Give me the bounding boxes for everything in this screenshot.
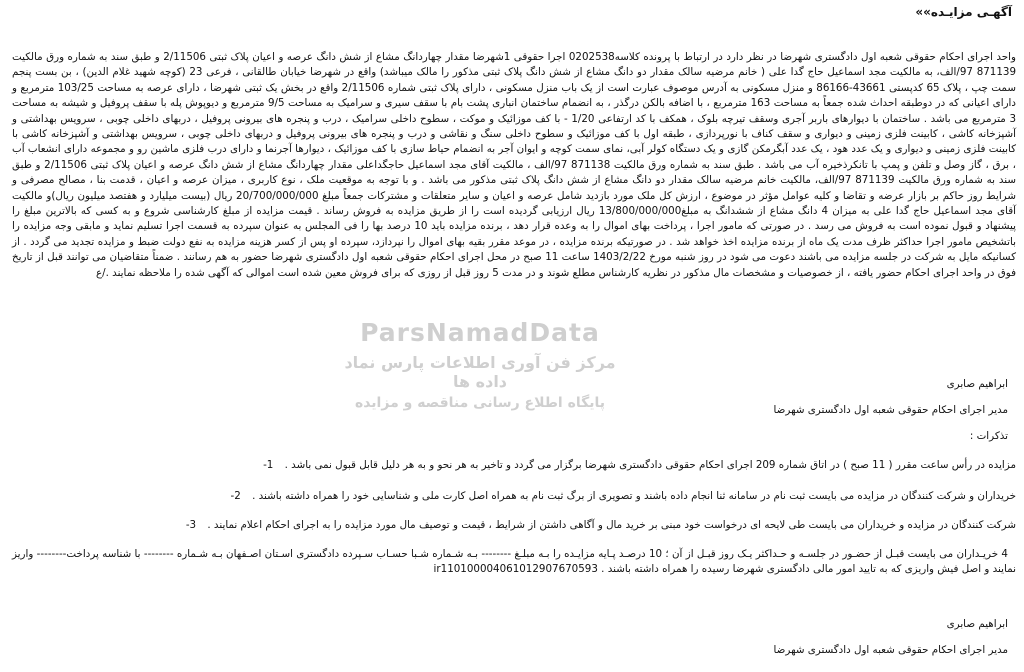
note-3-number: 3-	[185, 519, 197, 531]
signature-1-name: ابراهیم صابری	[946, 378, 1008, 390]
note-item-3	[12, 518, 1016, 533]
note-4-number: 4	[1001, 548, 1008, 560]
note-4-iban: ir110100004061012907670593	[433, 563, 598, 575]
watermark-brand: ParsNamadData	[360, 318, 600, 347]
note-item-1	[12, 458, 1016, 473]
signature-1-title: مدیر اجرای احکام حقوقی شعبه اول دادگستری شهرضا	[773, 404, 1008, 416]
note-1-number: 1-	[263, 459, 274, 471]
notice-main-text: واحد اجرای احکام حقوقی شعبه اول دادگستری شهرضا در نظر دارد در ارتباط با پرونده کلاسه0202538 اجرا حقوقی 1شهرضا مقدار چهاردانگ مشاع از شش دانگ عرصه و اعیان پلاک ثبتی 2/11506 و طبق سند به شماره ورق مالکیت 871139 97/الف، به مالکیت مجد اسماعیل حاج گدا علی ( خانم مرضیه سالک مقدار دو دانگ مشاع از شش دانگ پلاک ثبتی مذکور را مالک میباشد) واقع در شهرضا خیابان طالقانی ، فرعی 23 (کوچه شهید غلام الدین) ، بن بست پنجم سمت چپ ، پلاک 65 کدپستی 43661-86166 و منزل مسکونی به آدرس موصوف عبارت است از یک باب منزل مسکونی ، دارای پلاک ثبتی شماره 2/11506 واقع در بخش یک ثبتی شهرضا ، دارای عرصه به مساحت 103/25 مترمربع و دارای اعیانی که در دوطبقه احداث شده جمعاً به مساحت 163 مترمربع ، با اضافه بالکن درگذر ، به انضمام ساختمان انباری پشت بام با سقف سیری و سرامیک به مساحت 9/5 مترمربع و دیوپوش پله با سقف پروفیل و شیشه به مساحت 3 مترمربع می باشد . ساختمان با دیوارهای باربر آجری وسقف تیرچه بلوک ، همکف با کد ارتفاعی 1/20 - با کف موزائیک و موکت ، سطوح داخلی سرامیک ، درب و پنجره های بیرونی پروفیل ، دربهای داخلی چوبی ، سرویس بهداشتی و آشپزخانه کاشی ، کابینت فلزی زمینی و دیواری و سقف کناف با نورپردازی ، طبقه اول با کف موزائیک و سطوح داخلی سنگ و نقاشی و درب و پنجره های بیرونی پروفیل و دربهای داخلی چوبی ، سرویس بهداشتی و آشپزخانه کاشی با کابینت فلزی زمینی و دیواری و یک عدد هود ، یک عدد آبگرمکن گازی و یک دستگاه کولر آبی، نمای سمت کوچه و ایوان آجر به انضمام حیاط سازی با کف موزائیک ، دیوارها آجرنما و دارای درب فلزی ماشین رو و مجموعه دارای انشعاب آب ، برق ، گاز وصل و تلفن و پمپ با تانکرذخیره آب می باشد . طبق سند به شماره ورق مالکیت 871138 97/الف ، مالکیت آقای مجد اسماعیل حاجگداعلی مقدار چهاردانگ مشاع از شش دانگ عرصه و اعیان پلاک ثبتی 2/11506 و طبق سند به شماره ورق مالکیت 871139 97/الف، مالکیت خانم مرضیه سالک مقدار دو دانگ مشاع از شش دانگ پلاک ثبتی مذکور می باشد . و با توجه به موقعیت ملک ، نوع کاربری ، میزان عرصه و اعیان ، قدمت بنا ، مصالح مصرفی و شرایط روز حاکم بر بازار عرضه و تقاضا و کلیه عوامل مؤثر در موضوع ، ارزش کل ملک مورد بازدید شامل عرصه و اعیان و سایر متعلقات و مشترکات جمعاً مبلغ 20/700/000/000 ریال (بیست میلیارد و هفتصد میلیون ریال)و مالکیت آقای مجد اسماعیل حاج گدا علی به میزان 4 دانگ مشاع از ششدانگ به مبلغ13/800/000/000 ریال ارزیابی گردیده است را از طریق مزایده به فروش رساند . قیمت مزایده از مبلغ کارشناسی شروع و به کسی که بالاترین مبلغ را پیشنهاد و قبول نموده است به فروش می رسد . در صورتی که مامور اجرا ، پرداخت بهای اموال را به وعده قرار دهد ، برنده مزایده باید 10 درصد بها را فی المجلس به عنوان سپرده به قسمت اجرا تسلیم نماید و مابقی وجه مزایده را باتشخیص مامور اجرا حداکثر ظرف مدت یک ماه از برنده مزایده اخذ خواهد شد . در صورتیکه برنده مزایده ، در موعد مقرر بقیه بهای اموال را نپردازد، سپرده او پس از کسر هزینه مزایده به نفع دولت ضبط و مزایده تجدید می گردد . از کسانیکه مایل به شرکت در جلسه مزایده می باشند دعوت می شود در روز شنبه مورخ 1403/2/22 ساعت 11 صبح در محل اجرای احکام حقوقی شعبه اول دادگستری شهرضا حضور به هم رسانند . ضمناً متقاضیان می توانند قبل از تاریخ فوق در واحد اجرای احکام حضور یافته ، از خصوصیات و مشخصات مال مذکور در نظریه کارشناس مطلع شوند و در مدت 5 روز قبل از روزی که برای فروش معین شده است اموالی که آگهی شده را ملاحظه نمایند ./ع	[12, 51, 1017, 279]
note-3-text: شرکت کنندگان در مزایده و خریداران می بایست طی لایحه ای درخواست خود مبنی بر خرید مال و آگاهی داشتن از شرایط ، قیمت و توصیف مال مورد مزایده را به اجرای احکام اعلام نمایند .	[207, 519, 1016, 531]
watermark-line-1: مرکز فن آوری اطلاعات پارس نماد داده ها	[344, 353, 616, 391]
note-4-text: خریـداران می بایست قبـل از حضـور در جلسـه و حـداکثر یـک روز قبـل از آن ؛ 10 درصـد پـایه مزایـده را بـه مبلـغ -------- بـه شـماره شـبا حسـاب سـپرده دادگستری اسـتان اصـفهان بـه شـماره -------- با شناسه پرداخت-------- واریز نمایند و اصل فیش واریزی که به تایید امور مالی دادگستری شهرضا رسیده را همراه داشته باشند .	[12, 548, 1016, 575]
notice-title: آگهـی مزایـده»»	[915, 5, 1012, 19]
signature-2-name: ابراهیم صابری	[946, 618, 1008, 630]
watermark	[330, 318, 630, 411]
watermark-line-2: پایگاه اطلاع رسانی مناقصه و مزایده	[354, 395, 606, 411]
note-item-2	[12, 489, 1016, 504]
note-item-4	[12, 547, 1016, 577]
signature-2-title: مدیر اجرای احکام حقوقی شعبه اول دادگستری شهرضا	[773, 644, 1008, 656]
note-1-text: مزایده در رأس ساعت مقرر ( 11 صبح ) در اتاق شماره 209 اجرای احکام حقوقی دادگستری شهرضا برگزار می گردد و تاخیر به هر نحو و به هر دلیل قابل قبول نمی باشد .	[284, 459, 1016, 471]
notes-heading: تذکرات :	[969, 430, 1008, 442]
note-2-text: خریداران و شرکت کنندگان در مزایده می بایست ثبت نام در سامانه ثنا انجام داده باشند و تصویری از برگ ثبت نام به همراه اصل کارت ملی و شناسایی خود را همراه داشته باشند .	[252, 490, 1016, 502]
note-2-number: 2-	[230, 490, 241, 502]
